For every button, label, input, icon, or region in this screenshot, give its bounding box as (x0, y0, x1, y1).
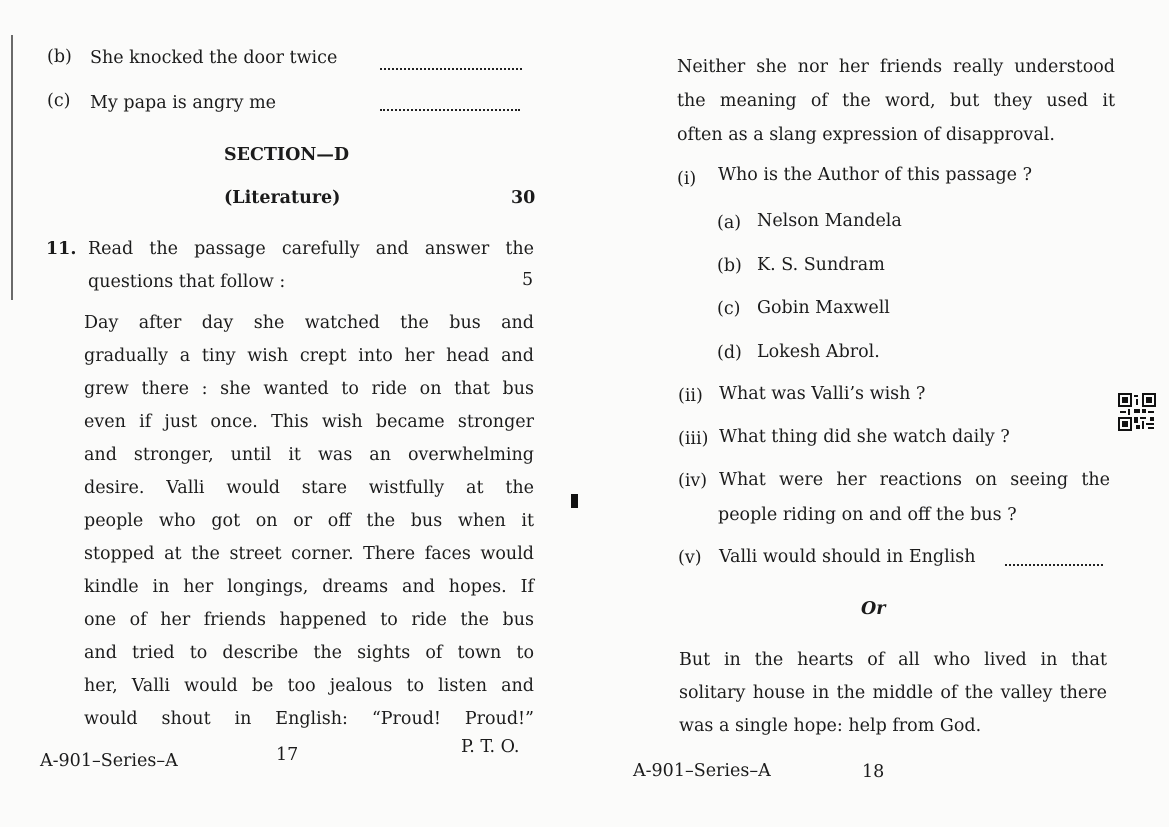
option-b-label: (b) (717, 256, 742, 276)
option-c-label: (c) (717, 299, 741, 319)
question-number: 11. (46, 239, 77, 259)
footer-series-code-right: A-901–Series–A (633, 761, 771, 781)
passage-line: But in the hearts of all who lived in that (679, 650, 1107, 670)
passage-line: would shout in English: “Proud! Proud!” (84, 709, 534, 729)
q4-text-line2: people riding on and off the bus ? (718, 505, 1017, 525)
q2-label: (ii) (678, 386, 703, 406)
reading-passage (84, 307, 534, 736)
passage-line: her, Valli would be too jealous to listen and (84, 676, 534, 696)
option-c-text: Gobin Maxwell (757, 298, 890, 318)
answer-blank-c (380, 109, 520, 111)
q5-text: Valli would should in English (719, 547, 976, 567)
passage-line: gradually a tiny wish crept into her head and (84, 346, 534, 366)
passage-line: grew there : she wanted to ride on that bus (84, 379, 534, 399)
question-marks: 5 (522, 270, 534, 290)
option-a-label: (a) (717, 213, 742, 233)
or-divider: Or (861, 599, 886, 619)
item-b-text: She knocked the door twice (90, 48, 338, 68)
ink-smudge (571, 494, 578, 508)
passage-line: the meaning of the word, but they used it (677, 91, 1115, 111)
passage-line: kindle in her longings, dreams and hopes. If (84, 577, 534, 597)
q1-label: (i) (677, 169, 697, 189)
passage-line: solitary house in the middle of the valley there (679, 683, 1107, 703)
left-page (0, 0, 580, 827)
section-subheading: (Literature) (224, 188, 341, 208)
page-number: 17 (276, 745, 299, 765)
section-heading: SECTION—D (224, 145, 350, 165)
item-b-label: (b) (47, 47, 72, 67)
option-d-text: Lokesh Abrol. (757, 342, 880, 362)
passage-line: desire. Valli would stare wistfully at the (84, 478, 534, 498)
section-marks: 30 (511, 188, 536, 208)
option-d-label: (d) (717, 343, 742, 363)
q5-label: (v) (678, 548, 702, 568)
q1-text: Who is the Author of this passage ? (718, 165, 1032, 185)
q2-text: What was Valli’s wish ? (719, 384, 926, 404)
q3-text: What thing did she watch daily ? (719, 427, 1010, 447)
passage-line: and tried to describe the sights of town to (84, 643, 534, 663)
answer-blank-q5 (1005, 564, 1103, 566)
q4-label: (iv) (678, 471, 708, 491)
item-c-text: My papa is angry me (90, 93, 277, 113)
passage-line: Day after day she watched the bus and (84, 313, 534, 333)
passage-line: even if just once. This wish became stronger (84, 412, 534, 432)
item-c-label: (c) (47, 91, 71, 111)
question-text-line2: questions that follow : (88, 272, 286, 292)
question-text-line1: Read the passage carefully and answer the (88, 239, 534, 259)
passage-line: stopped at the street corner. There faces would (84, 544, 534, 564)
pto-mark: P. T. O. (461, 737, 520, 757)
passage-line: often as a slang expression of disapproval. (677, 125, 1055, 145)
passage-line: and stronger, until it was an overwhelming (84, 445, 534, 465)
option-a-text: Nelson Mandela (757, 211, 902, 231)
q4-text-line1: What were her reactions on seeing the (719, 470, 1110, 490)
passage-line: people who got on or off the bus when it (84, 511, 534, 531)
footer-series-code: A-901–Series–A (40, 751, 178, 771)
passage-continuation (677, 50, 1115, 152)
q3-label: (iii) (678, 429, 709, 449)
passage-line: one of her friends happened to ride the bus (84, 610, 534, 630)
answer-blank-b (380, 68, 522, 70)
option-b-text: K. S. Sundram (757, 255, 885, 275)
qr-code-icon (1118, 393, 1156, 431)
passage-line: Neither she nor her friends really understood (677, 57, 1115, 77)
passage-line: was a single hope: help from God. (679, 716, 982, 736)
alternative-passage (679, 644, 1107, 743)
page-number-right: 18 (862, 762, 885, 782)
margin-rule (11, 35, 13, 300)
